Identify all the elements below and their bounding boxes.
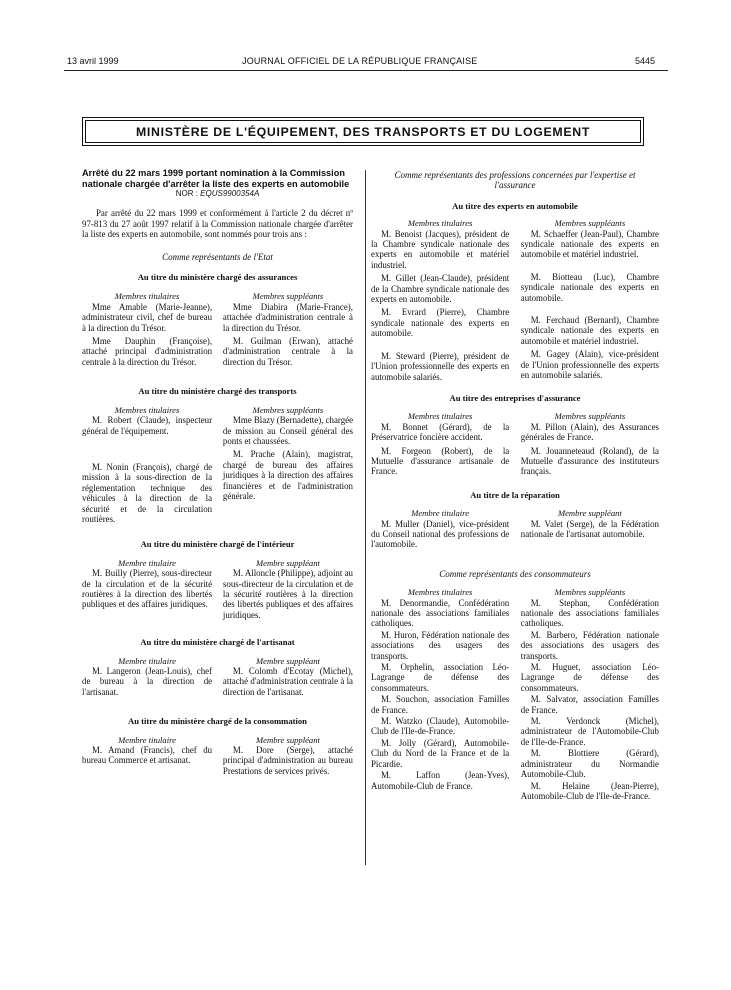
section-artisanat — [82, 637, 353, 700]
section-title: Au titre du ministère chargé de l'artisanat — [140, 637, 295, 648]
members-grid — [82, 735, 353, 780]
member-entry: M. Blottiere (Gérard), administrateur du Normandie Automobile-Club. — [520, 748, 659, 780]
column-heading: Membres suppléants — [554, 411, 626, 422]
member-entry: M. Ferchaud (Bernard), Chambre syndicale nationale des experts en automobile et matériel industriel. — [520, 315, 659, 346]
column-divider — [365, 170, 366, 865]
member-entry: M. Amand (Francis), chef du bureau Commerce et artisanat. — [82, 745, 213, 766]
member-entry: M. Helaine (Jean-Pierre), Automobile-Club de l'Ile-de-France. — [520, 780, 659, 801]
titulaires-column — [82, 291, 212, 370]
page-number: 5445 — [634, 56, 655, 66]
member-entry: M. Benoist (Jacques), président de la Chambre syndicale nationale des experts en automobile et matériel industriel. — [371, 228, 510, 270]
column-heading: Membre suppléant — [256, 734, 320, 745]
member-entry: M. Verdonck (Michel), administrateur de l'Automobile-Club de l'Ile-de-France. — [520, 716, 659, 747]
member-entry: Mme Amable (Marie-Jeanne), administrateur civil, chef de bureau à la direction du Trésor. — [82, 301, 213, 333]
member-entry: M. Pillon (Alain), des Assurances générales de France. — [520, 421, 659, 443]
member-entry: M. Salvator, association Familles de France. — [520, 694, 659, 715]
arrete-title: Arrêté du 22 mars 1999 portant nomination à la Commission nationale chargée d'arrêter la liste des experts en automobile — [82, 168, 350, 189]
section-consommation — [82, 716, 353, 779]
suppleants-column — [223, 558, 353, 623]
members-grid — [82, 291, 353, 370]
category-etat: Comme représentants de l'Etat — [162, 251, 273, 262]
section-title: Au titre du ministère chargé des transports — [138, 386, 297, 397]
member-entry: M. Evrard (Pierre), Chambre syndicale nationale des experts en automobile. — [371, 307, 510, 339]
suppleants-column — [223, 735, 353, 780]
column-heading: Membre suppléant — [557, 508, 622, 519]
page-header — [0, 54, 731, 68]
member-entry: M. Watzko (Claude), Automobile-Club de l'Ile-de-France. — [371, 716, 510, 737]
member-entry: M. Robert (Claude), inspecteur général de l'équipement. — [82, 415, 213, 436]
column-heading: Membres suppléants — [252, 291, 324, 302]
section-interieur — [82, 539, 353, 623]
column-heading: Membres titulaires — [407, 411, 473, 422]
members-grid — [82, 405, 353, 528]
member-entry: M. Bonnet (Gérard), de la Préservatrice foncière accident. — [371, 421, 510, 443]
members-grid — [82, 656, 353, 701]
nor-code: EQUS9900354A — [200, 189, 260, 198]
member-entry: M. Laffon (Jean-Yves), Automobile-Club de France. — [371, 770, 510, 791]
section-experts — [371, 201, 659, 385]
ministry-banner — [82, 117, 644, 146]
titulaires-column — [371, 411, 509, 479]
members-grid — [371, 218, 659, 385]
column-heading: Membre titulaire — [411, 508, 470, 519]
ministry-title: MINISTÈRE DE L'ÉQUIPEMENT, DES TRANSPORTS ET DU LOGEMENT — [135, 125, 591, 139]
member-entry: M. Colomb d'Ecotay (Michel), attaché d'administration centrale à la direction de l'artisanat. — [222, 666, 353, 697]
member-entry: M. Denormandie, Confédération nationale des associations familiales catholiques. — [371, 597, 510, 629]
section-title: Au titre de la réparation — [470, 489, 560, 500]
section-transports — [82, 386, 353, 527]
titulaires-column — [371, 587, 509, 802]
member-entry: M. Muller (Daniel), vice-président du Conseil national des professions de l'automobile. — [371, 518, 510, 550]
section-title: Au titre du ministère chargé de la consommation — [128, 716, 307, 727]
member-entry: M. Barbero, Fédération nationale des associations des usagers des transports. — [520, 629, 659, 661]
column-heading: Membres suppléants — [554, 218, 626, 229]
member-entry: M. Langeron (Jean-Louis), chef de bureau à la direction de l'artisanat. — [82, 666, 213, 697]
nor-reference — [82, 189, 353, 199]
section-consommateurs — [371, 587, 659, 802]
member-entry: M. Dore (Serge), attaché principal d'administration au bureau Prestations de services privés. — [222, 745, 353, 776]
arrete-intro: Par arrêté du 22 mars 1999 et conformément à l'article 2 du décret nº 97-813 du 27 août 1997 relatif à la Commission nationale chargée d'arrêter la liste des experts en automobile, sont nommés pour trois ans : — [82, 208, 353, 240]
member-entry: M. Souchon, association Familles de France. — [371, 694, 510, 715]
section-title: Au titre des entreprises d'assurance — [449, 392, 581, 403]
member-entry: M. Gillet (Jean-Claude), président de la Chambre syndicale nationale des experts en automobile. — [371, 273, 510, 305]
section-title: Au titre du ministère chargé de l'intérieur — [140, 539, 295, 550]
titulaires-column — [82, 558, 212, 623]
member-entry: M. Huron, Fédération nationale des associations des usagers des transports. — [371, 629, 510, 661]
member-entry: M. Huguet, association Léo-Lagrange de défense des consommateurs. — [520, 662, 659, 693]
member-entry: M. Valet (Serge), de la Fédération nationale de l'artisanat automobile. — [520, 518, 659, 539]
suppleants-column — [223, 656, 353, 701]
header-rule — [64, 70, 668, 71]
suppleants-column — [521, 411, 659, 479]
column-heading: Membre titulaire — [118, 655, 176, 666]
column-heading: Membres titulaires — [407, 218, 473, 229]
member-entry: M. Schaeffer (Jean-Paul), Chambre syndicale nationale des experts en automobile et matériel industriel. — [520, 228, 659, 260]
titulaires-column — [371, 218, 509, 385]
section-entreprises-assurance — [371, 393, 659, 480]
members-grid — [371, 411, 659, 479]
member-entry: Mme Diabira (Marie-France), attachée d'administration centrale à la direction du Trésor. — [222, 301, 353, 333]
section-reparation — [371, 490, 659, 553]
left-column — [82, 168, 353, 779]
column-heading: Membres titulaires — [114, 291, 180, 302]
member-entry: M. Builly (Pierre), sous-directeur de la circulation et de la sécurité routières à la direction des libertés publiques et des affaires juridiques. — [82, 568, 213, 610]
member-entry: M. Alloncle (Philippe), adjoint au sous-directeur de la circulation et de la sécurité routières à la direction des libertés publiques et des affaires juridiques. — [222, 568, 353, 620]
members-grid — [371, 508, 659, 553]
member-entry: M. Prache (Alain), magistrat, chargé de bureau des affaires juridiques à la direction des affaires financières et de l'administration générale. — [222, 449, 353, 501]
issue-date: 13 avril 1999 — [67, 56, 119, 66]
member-entry: M. Gagey (Alain), vice-président de l'Union professionnelle des experts en automobile salariés. — [520, 349, 659, 381]
column-heading: Membres titulaires — [114, 404, 180, 415]
right-column — [371, 170, 659, 802]
section-title: Au titre du ministère chargé des assurances — [137, 272, 298, 283]
members-grid — [371, 587, 659, 802]
titulaires-column — [82, 405, 212, 528]
member-entry: Mme Dauphin (Françoise), attaché principal d'administration centrale à la direction du Trésor. — [82, 336, 213, 367]
titulaires-column — [371, 508, 509, 553]
member-entry: M. Nonin (François), chargé de mission à la sous-direction de la réglementation technique des véhicules à la direction de la sécurité et de la circulation routières. — [82, 461, 213, 524]
section-assurances — [82, 272, 353, 370]
column-heading: Membres titulaires — [407, 587, 473, 598]
column-heading: Membre titulaire — [118, 557, 176, 568]
category-consommateurs: Comme représentants des consommateurs — [439, 568, 591, 579]
category-professions: Comme représentants des professions concernées par l'expertise et l'assurance — [394, 170, 636, 191]
member-entry: M. Stephan, Confédération nationale des associations familiales catholiques. — [520, 597, 659, 629]
member-entry: M. Forgeon (Robert), de la Mutuelle d'assurance artisanale de France. — [371, 445, 510, 477]
nor-label: NOR : — [175, 189, 198, 198]
titulaires-column — [82, 656, 212, 701]
member-entry: M. Jolly (Gérard), Automobile-Club du Nord de la France et de la Picardie. — [371, 737, 510, 769]
column-heading: Membres suppléants — [252, 404, 324, 415]
member-entry: M. Orphelin, association Léo-Lagrange de défense des consommateurs. — [371, 662, 510, 693]
titulaires-column — [82, 735, 212, 780]
column-heading: Membre suppléant — [256, 655, 320, 666]
column-heading: Membre titulaire — [118, 734, 176, 745]
column-heading: Membres suppléants — [554, 587, 626, 598]
member-entry: M. Steward (Pierre), président de l'Union professionnelle des experts en automobile salariés. — [371, 350, 510, 382]
member-entry: Mme Blazy (Bernadette), chargée de mission au Conseil général des ponts et chaussées. — [222, 415, 354, 446]
column-heading: Membre suppléant — [256, 557, 320, 568]
suppleants-column — [223, 405, 353, 528]
member-entry: M. Guilman (Erwan), attaché d'administration centrale à la direction du Trésor. — [222, 336, 353, 367]
suppleants-column — [521, 587, 659, 802]
section-title: Au titre des experts en automobile — [452, 200, 578, 211]
journal-title: JOURNAL OFFICIEL DE LA RÉPUBLIQUE FRANÇAISE — [242, 56, 478, 66]
suppleants-column — [521, 218, 659, 385]
members-grid — [82, 558, 353, 623]
suppleants-column — [223, 291, 353, 370]
member-entry: M. Biotteau (Luc), Chambre syndicale nationale des experts en automobile. — [520, 271, 659, 303]
suppleants-column — [521, 508, 659, 553]
member-entry: M. Jouanneteaud (Roland), de la Mutuelle d'assurance des instituteurs français. — [520, 445, 659, 477]
